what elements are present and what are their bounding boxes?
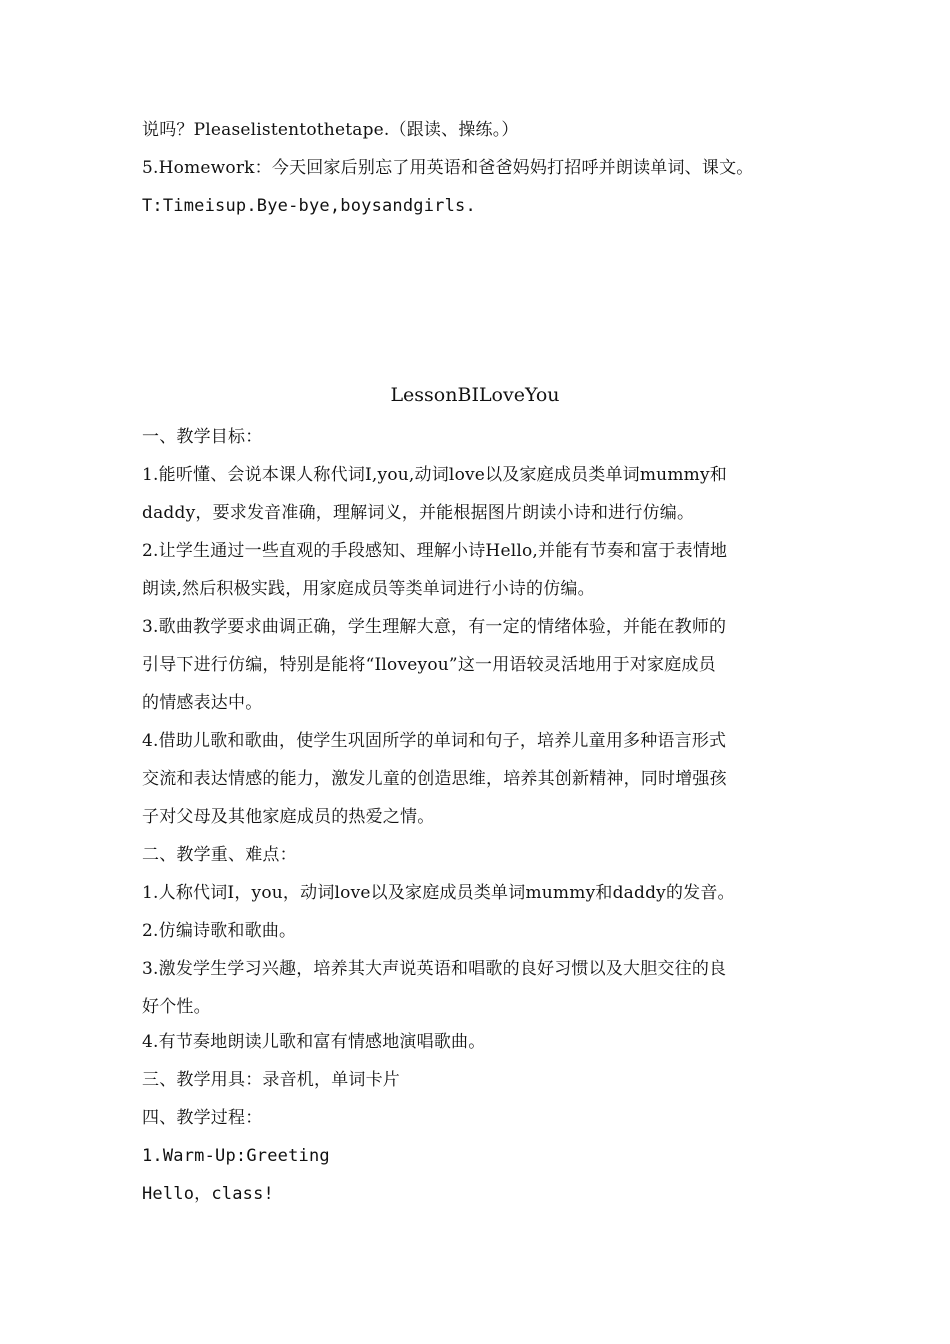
text-line-tape-instruction: 说吗？Pleaselistentothetape.（跟读、操练。） [142, 120, 519, 140]
paragraph-line: 朗读,然后积极实践，用家庭成员等类单词进行小诗的仿编。 [142, 579, 595, 599]
section-heading-procedure: 四、教学过程： [142, 1108, 263, 1128]
lesson-title: LessonBILoveYou [390, 384, 560, 406]
paragraph-line: 子对父母及其他家庭成员的热爱之情。 [142, 807, 435, 827]
paragraph-line: 1.能听懂、会说本课人称代词I,you,动词love以及家庭成员类单词mummy和 [142, 465, 727, 485]
section-heading-teaching-aids: 三、教学用具：录音机，单词卡片 [142, 1070, 400, 1090]
text-line-homework: 5.Homework：今天回家后别忘了用英语和爸爸妈妈打招呼并朗读单词、课文。 [142, 158, 754, 178]
section-heading-objectives: 一、教学目标： [142, 427, 263, 447]
paragraph-line: 的情感表达中。 [142, 693, 263, 713]
paragraph-line: 2.让学生通过一些直观的手段感知、理解小诗Hello,并能有节奏和富于表情地 [142, 541, 728, 561]
paragraph-line-warm-up: 1.Warm-Up:Greeting [142, 1146, 330, 1166]
section-heading-key-points: 二、教学重、难点： [142, 845, 297, 865]
paragraph-line: 3.激发学生学习兴趣，培养其大声说英语和唱歌的良好习惯以及大胆交往的良 [142, 959, 727, 979]
paragraph-line: 1.人称代词I，you，动词love以及家庭成员类单词mummy和daddy的发音。 [142, 883, 735, 903]
paragraph-line: 4.有节奏地朗读儿歌和富有情感地演唱歌曲。 [142, 1032, 486, 1052]
paragraph-line: 2.仿编诗歌和歌曲。 [142, 921, 297, 941]
paragraph-line: daddy，要求发音准确，理解词义，并能根据图片朗读小诗和进行仿编。 [142, 503, 695, 523]
paragraph-line: 引导下进行仿编，特别是能将“Iloveyou”这一用语较灵活地用于对家庭成员 [142, 655, 716, 675]
paragraph-line: 交流和表达情感的能力，激发儿童的创造思维，培养其创新精神，同时增强孩 [142, 769, 727, 789]
paragraph-line: 3.歌曲教学要求曲调正确，学生理解大意，有一定的情绪体验，并能在教师的 [142, 617, 727, 637]
text-line-goodbye: T:Timeisup.Bye-bye,boysandgirls. [142, 196, 476, 216]
paragraph-line: 4.借助儿歌和歌曲，使学生巩固所学的单词和句子，培养儿童用多种语言形式 [142, 731, 727, 751]
paragraph-line: 好个性。 [142, 997, 211, 1017]
paragraph-line-greeting: Hello，class! [142, 1184, 274, 1204]
